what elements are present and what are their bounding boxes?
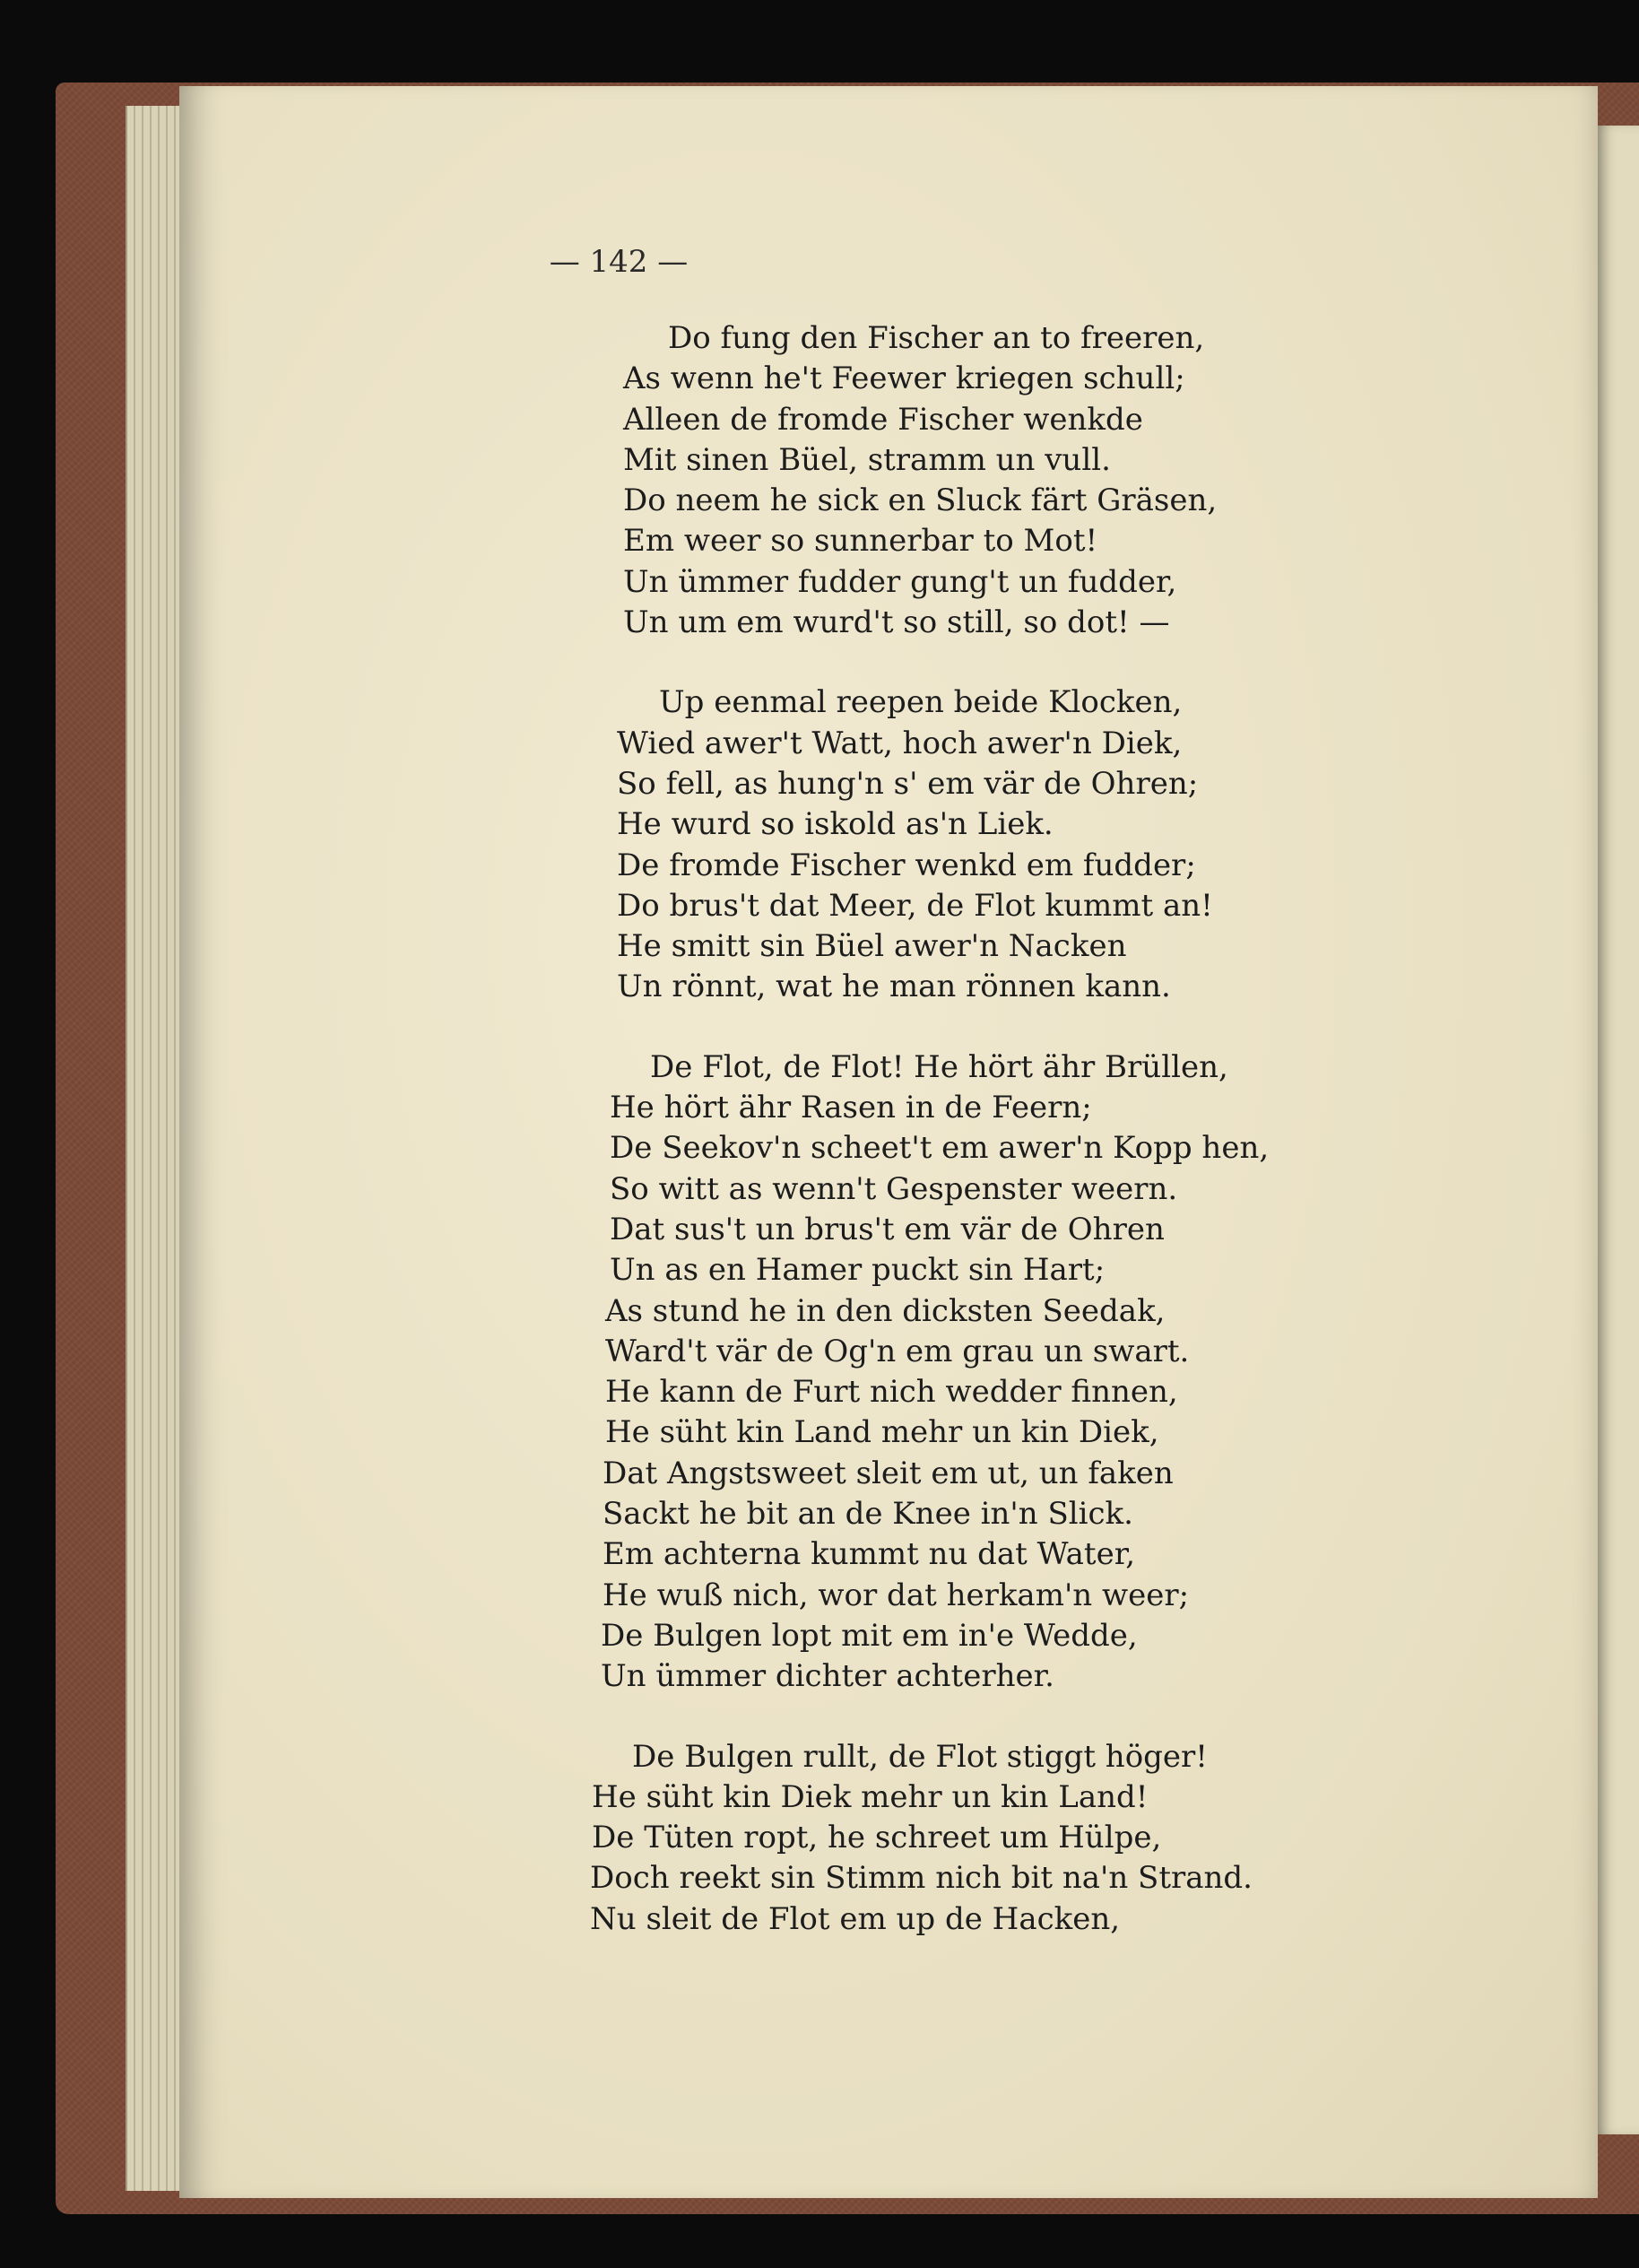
poem-line: De Tüten ropt, he schreet um Hülpe, — [592, 1820, 1162, 1856]
poem-line: Un um em wurd't so still, so dot! — — [623, 604, 1170, 641]
poem-line: Em achterna kummt nu dat Water, — [603, 1536, 1136, 1573]
poem-line: He wuß nich, wor dat herkam'n weer; — [603, 1577, 1190, 1613]
poem-line: Un as en Hamer puckt sin Hart; — [610, 1252, 1106, 1289]
poem-line: De Bulgen lopt mit em in'e Wedde, — [601, 1617, 1138, 1654]
poem-line: Do brus't dat Meer, de Flot kummt an! — [617, 887, 1213, 924]
poem-line: Up eenmal reepen beide Klocken, — [659, 684, 1183, 721]
poem-line: He süht kin Diek mehr un kin Land! — [592, 1778, 1149, 1815]
stanza — [590, 1737, 1596, 1940]
poem-line: Nu sleit de Flot em up de Hacken, — [590, 1900, 1121, 1937]
poem-line: Sackt he bit an de Knee in'n Slick. — [603, 1496, 1133, 1533]
poem-line: Ward't vär de Og'n em grau un swart. — [605, 1333, 1190, 1369]
poem-line: De Flot, de Flot! He hört ähr Brüllen, — [650, 1048, 1228, 1085]
page-number: — 142 — — [549, 244, 689, 280]
poem-line: He hört ähr Rasen in de Feern; — [610, 1090, 1092, 1126]
facing-page-edge — [1598, 126, 1639, 2134]
poem-line: As stund he in den dicksten Seedak, — [605, 1292, 1166, 1329]
poem-text — [590, 318, 1596, 1979]
poem-line: Em weer so sunnerbar to Mot! — [623, 523, 1098, 560]
poem-line: De Bulgen rullt, de Flot stiggt höger! — [632, 1738, 1208, 1775]
poem-line: He kann de Furt nich wedder finnen, — [605, 1374, 1178, 1411]
poem-line: So fell, as hung'n s' em vär de Ohren; — [617, 765, 1199, 802]
stanza — [601, 1047, 1596, 1698]
poem-line: De Seekov'n scheet't em awer'n Kopp hen, — [610, 1130, 1270, 1167]
poem-line: As wenn he't Feewer kriegen schull; — [623, 361, 1185, 397]
poem-line: Alleen de fromde Fischer wenkde — [623, 401, 1143, 438]
poem-line: Dat sus't un brus't em vär de Ohren — [610, 1211, 1165, 1247]
poem-line: Dat Angstsweet sleit em ut, un faken — [603, 1455, 1174, 1491]
poem-line: Mit sinen Büel, stramm un vull. — [623, 441, 1111, 478]
poem-line: So witt as wenn't Gespenster weern. — [610, 1170, 1178, 1207]
poem-line: Un rönnt, wat he man rönnen kann. — [617, 969, 1171, 1005]
poem-line: He smitt sin Büel awer'n Nacken — [617, 928, 1127, 965]
poem-line: Do fung den Fischer an to freeren, — [668, 320, 1205, 356]
poem-line: Un ümmer dichter achterher. — [601, 1658, 1054, 1695]
poem-line: Wied awer't Watt, hoch awer'n Diek, — [617, 725, 1183, 761]
poem-line: De fromde Fischer wenkd em fudder; — [617, 847, 1196, 883]
stanza — [619, 318, 1596, 643]
poem-line: Un ümmer fudder gung't un fudder, — [623, 563, 1177, 600]
poem-line: Doch reekt sin Stimm nich bit na'n Strand. — [590, 1860, 1253, 1897]
poem-line: He süht kin Land mehr un kin Diek, — [605, 1414, 1159, 1451]
poem-line: Do neem he sick en Sluck färt Gräsen, — [623, 482, 1218, 519]
poem-line: He wurd so iskold as'n Liek. — [617, 806, 1054, 843]
stanza — [619, 682, 1596, 1007]
